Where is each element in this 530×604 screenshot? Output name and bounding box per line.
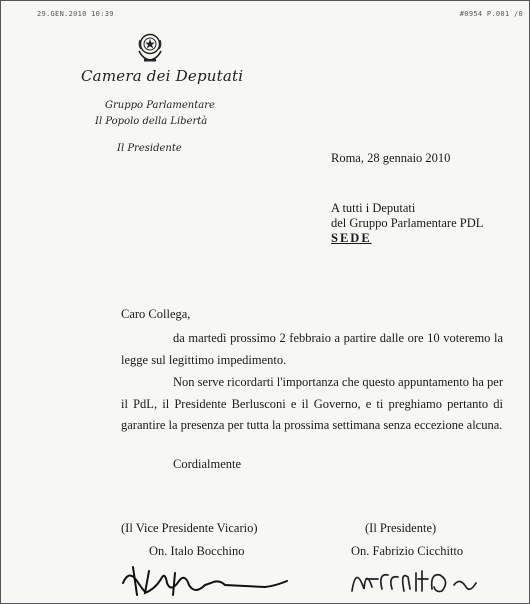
recipient-line1: A tutti i Deputati (331, 201, 416, 215)
letterhead-group-line1: Gruppo Parlamentare (105, 100, 215, 111)
recipient-line3: SEDE (331, 231, 372, 245)
letter-salutation: Caro Collega, (121, 307, 191, 321)
letter-closing: Cordialmente (173, 457, 242, 471)
fax-timestamp: 29.GEN.2010 10:39 (37, 10, 114, 18)
italian-republic-emblem-icon (135, 31, 165, 63)
recipient-line2: del Gruppo Parlamentare PDL (331, 216, 484, 230)
letterhead-group-line2: Il Popolo della Libertà (95, 116, 208, 127)
signatory-name-president: On. Fabrizio Cicchitto (351, 544, 464, 558)
letter-paragraph-2: Non serve ricordarti l'importanza che questo appuntamento ha per il PdL, il Presidente Berlusconi e il Governo, e ti preghiamo pertanto di garantire la presenza per tutta la prossima settimana senza eccezione alcuna. (121, 375, 503, 432)
signatory-name-vice-president: On. Italo Bocchino (149, 544, 245, 558)
signatory-role-president: (Il Presidente) (365, 521, 437, 535)
letter-paragraph-1: da martedì prossimo 2 febbraio a partire dalle ore 10 voteremo la legge sul legittimo impedimento. (121, 331, 503, 367)
signature-cicchitto (346, 559, 481, 601)
signature-bocchino (115, 561, 295, 601)
fax-page-number: #0954 P.001 /0 (459, 10, 523, 18)
signatory-role-vice-president: (Il Vice Presidente Vicario) (121, 521, 258, 535)
letterhead-institution: Camera dei Deputati (81, 67, 244, 85)
letterhead-role: Il Presidente (117, 143, 182, 154)
letter-date: Roma, 28 gennaio 2010 (331, 151, 451, 165)
